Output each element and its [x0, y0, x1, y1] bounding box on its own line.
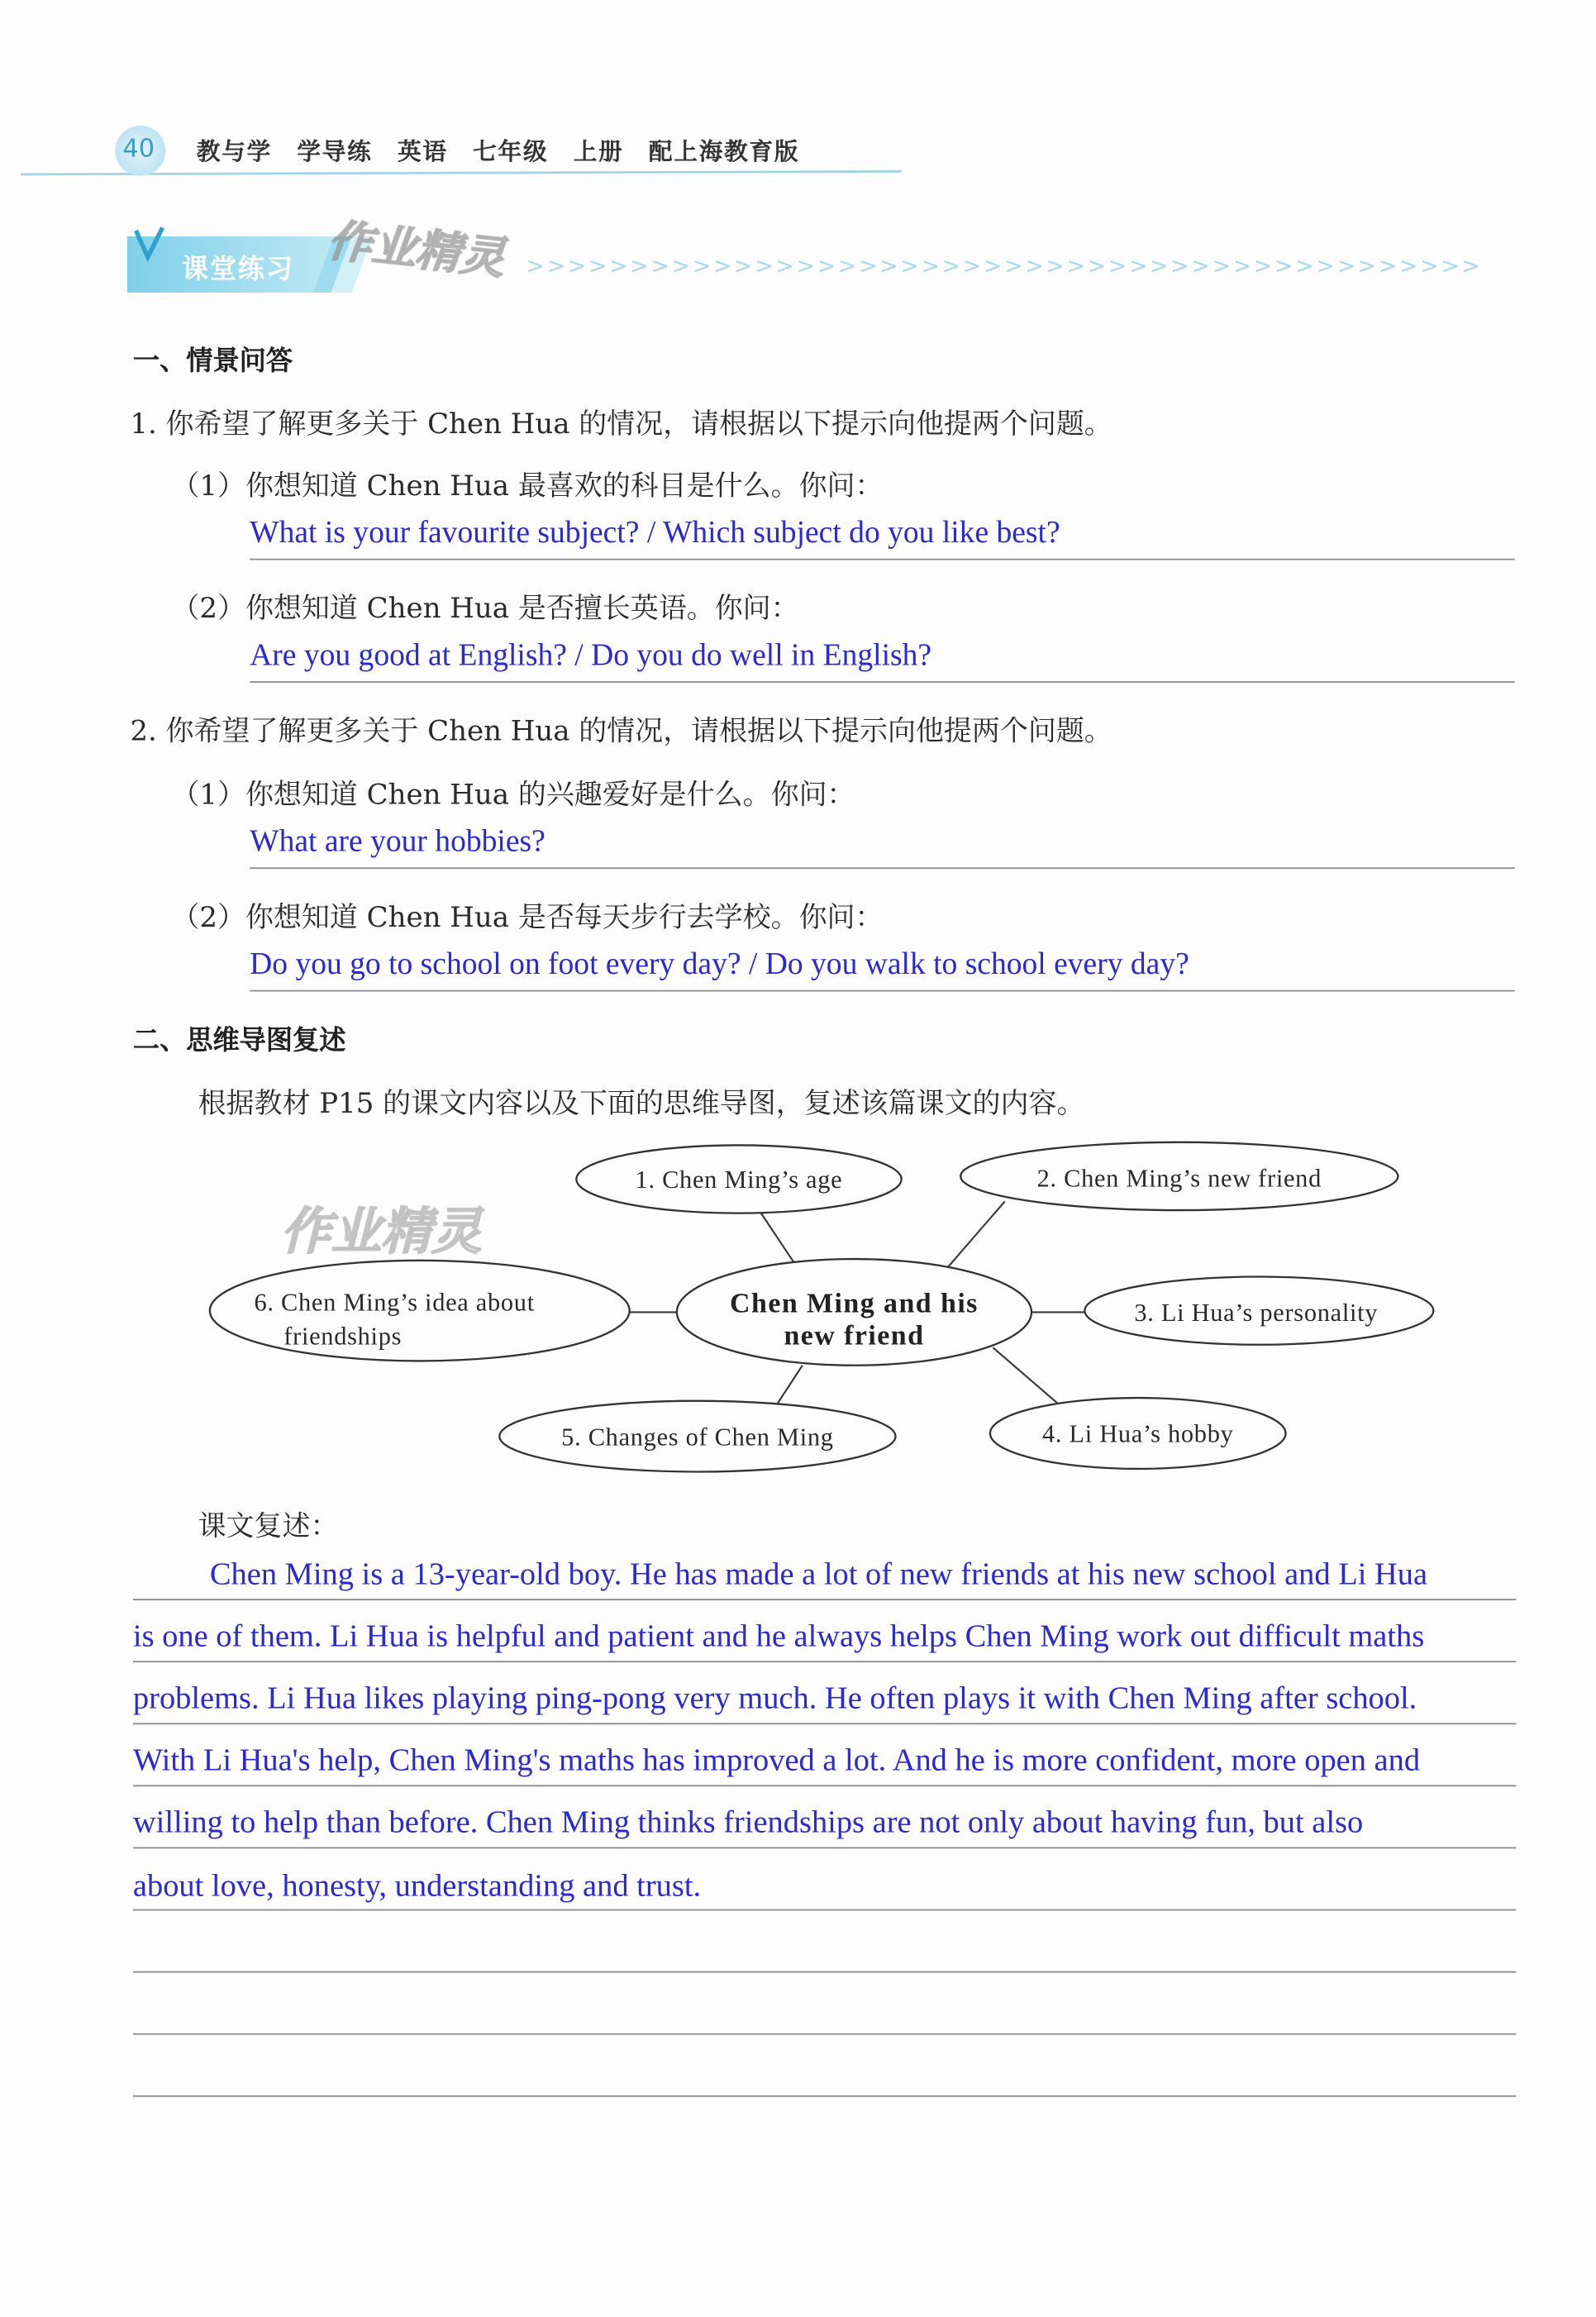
- question-2-2-prompt: （2）你想知道 Chen Hua 是否每天步行去学校。你问：: [171, 901, 884, 934]
- mind-map: [0, 1123, 1596, 1493]
- retell-label: 课文复述：: [198, 1509, 339, 1543]
- answer-line: [250, 559, 1514, 560]
- book-title: 教与学 学导练 英语 七年级 上册 配上海教育版: [196, 137, 800, 166]
- connector-line: [993, 1347, 1059, 1404]
- node-2-label: 2. Chen Ming’s new friend: [1036, 1164, 1322, 1193]
- question-1-prompt: 1. 你希望了解更多关于 Chen Hua 的情况，请根据以下提示向他提两个问题。: [130, 408, 1112, 441]
- section1-title: 一、情景问答: [132, 346, 293, 377]
- connector-line: [777, 1366, 802, 1404]
- writing-line: [133, 1723, 1517, 1724]
- retell-line-6: about love, honesty, understanding and trust.: [132, 1867, 702, 1904]
- center-node-label-line1: Chen Ming and his: [730, 1288, 979, 1319]
- connector-line: [761, 1213, 793, 1262]
- retell-line-5: willing to help than before. Chen Ming thinks friendships are not only about having fun, but also: [132, 1804, 1364, 1840]
- answer-line: [250, 867, 1514, 869]
- retell-line-2: is one of them. Li Hua is helpful and patient and he always helps Chen Ming work out difficult maths: [132, 1618, 1425, 1654]
- answer-line: [250, 990, 1514, 992]
- connector-line: [947, 1201, 1005, 1267]
- banner-watermark: 作业精灵: [325, 215, 507, 286]
- node-5-label: 5. Changes of Chen Ming: [561, 1423, 834, 1452]
- mindmap-watermark: 作业精灵: [280, 1203, 482, 1261]
- writing-line: [133, 1661, 1517, 1662]
- question-1-2-prompt: （2）你想知道 Chen Hua 是否擅长英语。你问：: [171, 592, 799, 626]
- writing-line: [133, 1909, 1517, 1911]
- writing-line: [133, 2033, 1517, 2035]
- node-4-label: 4. Li Hua’s hobby: [1041, 1419, 1234, 1448]
- node-6-label-line2: friendships: [283, 1322, 403, 1351]
- question-2-2-answer: Do you go to school on foot every day? / Do you walk to school every day?: [250, 946, 1189, 981]
- node-3-label: 3. Li Hua’s personality: [1134, 1299, 1379, 1328]
- banner-arrows: >>>>>>>>>>>>>>>>>>>>>>>>>>>>>>>>>>>>>>>>>>>>>>: [526, 252, 1483, 279]
- question-2-1-prompt: （1）你想知道 Chen Hua 的兴趣爱好是什么。你问：: [171, 779, 855, 812]
- node-1-label: 1. Chen Ming’s age: [635, 1166, 843, 1194]
- retell-line-3: problems. Li Hua likes playing ping-pong very much. He often plays it with Chen Ming after school.: [132, 1680, 1417, 1716]
- section2-title: 二、思维导图复述: [132, 1025, 346, 1057]
- section2-instruction: 根据教材 P15 的课文内容以及下面的思维导图，复述该篇课文的内容。: [198, 1087, 1085, 1121]
- retell-line-1: Chen Ming is a 13-year-old boy. He has made a lot of new friends at his new school and Li Hua: [209, 1556, 1428, 1592]
- writing-line: [133, 1599, 1517, 1600]
- answer-line: [250, 681, 1514, 683]
- writing-line: [133, 2095, 1517, 2097]
- question-1-1-prompt: （1）你想知道 Chen Hua 最喜欢的科目是什么。你问：: [171, 470, 884, 503]
- writing-line: [133, 1971, 1517, 1973]
- writing-line: [133, 1847, 1517, 1849]
- node-6-label-line1: 6. Chen Ming’s idea about: [254, 1288, 535, 1317]
- question-2-1-answer: What are your hobbies?: [250, 822, 545, 859]
- banner-label: 课堂练习: [181, 254, 294, 286]
- question-2-prompt: 2. 你希望了解更多关于 Chen Hua 的情况，请根据以下提示向他提两个问题。: [130, 715, 1112, 748]
- page-number: 40: [122, 134, 155, 164]
- writing-line: [133, 1785, 1517, 1786]
- center-node-label-line2: new friend: [784, 1320, 925, 1352]
- retell-line-4: With Li Hua's help, Chen Ming's maths has improved a lot. And he is more confident, more open and: [132, 1742, 1421, 1778]
- question-1-1-answer: What is your favourite subject? / Which subject do you like best?: [250, 514, 1060, 550]
- question-1-2-answer: Are you good at English? / Do you do well in English?: [250, 636, 932, 673]
